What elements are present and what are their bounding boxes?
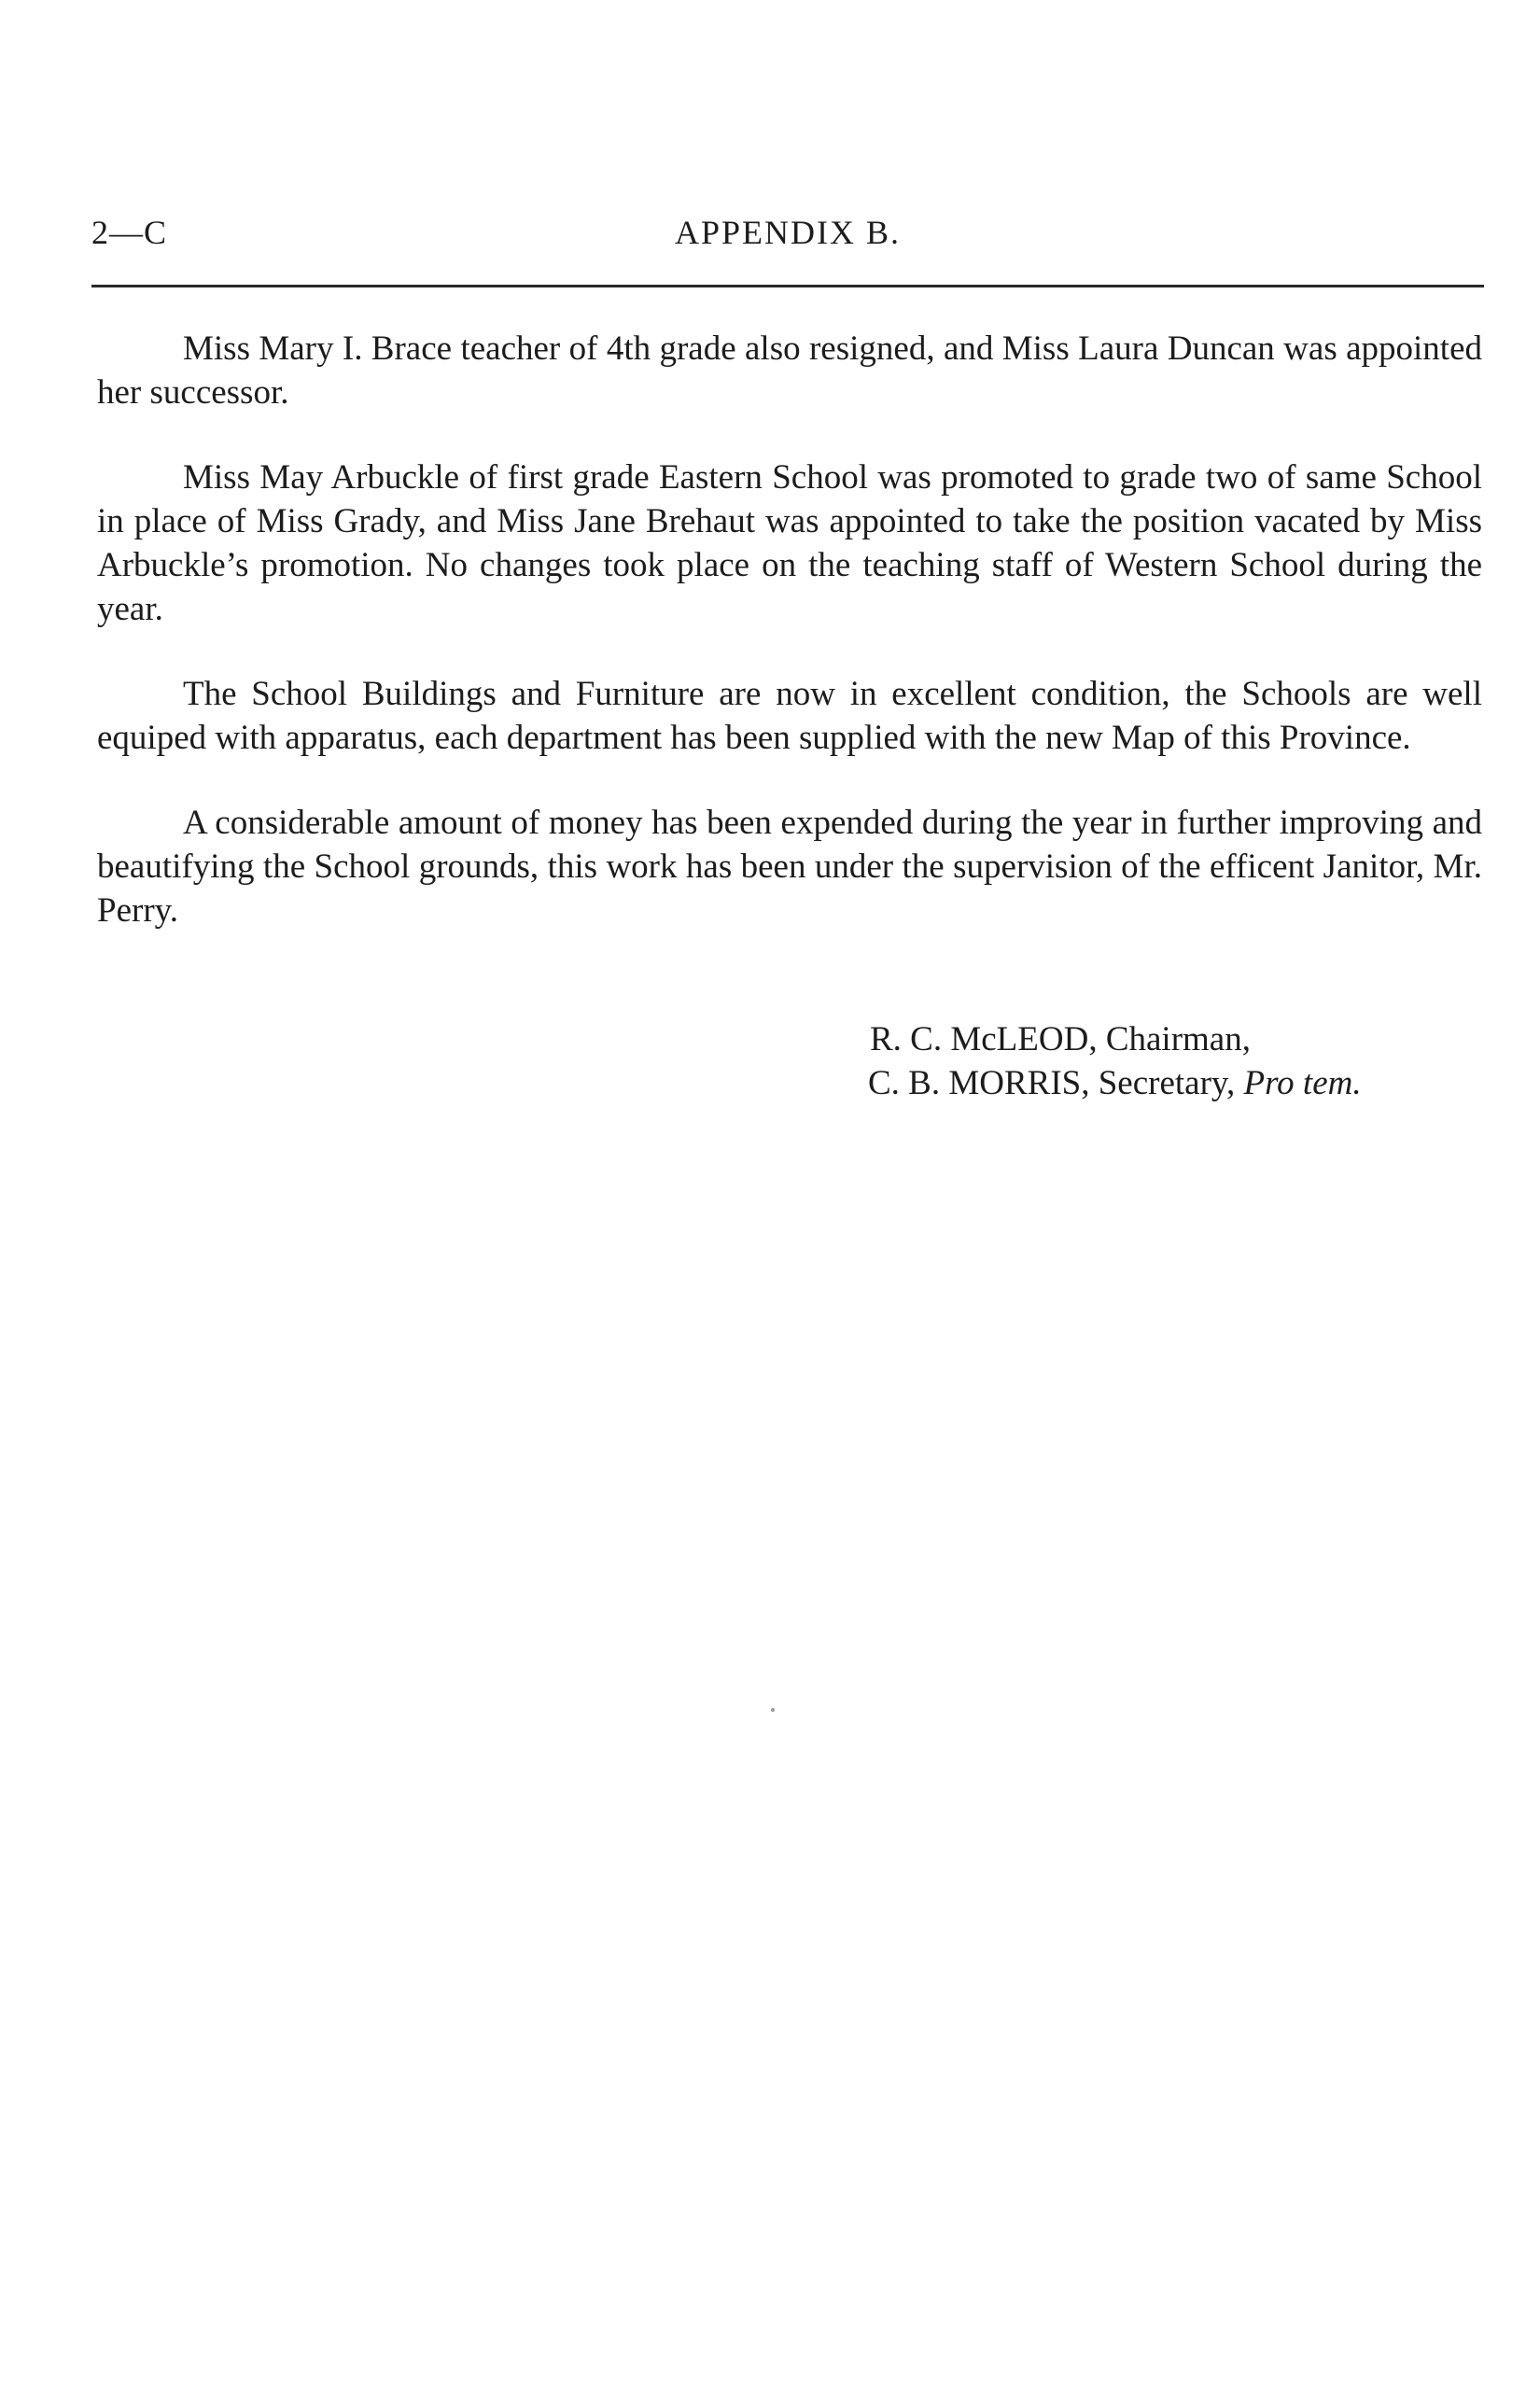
scan-speck	[771, 1708, 775, 1712]
signature-pro-tem: Pro tem.	[1243, 1064, 1362, 1102]
paragraph-resignation: Miss Mary I. Brace teacher of 4th grade also resigned, and Miss Laura Duncan was appointed her successor.	[97, 329, 1482, 412]
signature-secretary	[868, 1061, 1362, 1105]
header-rule	[91, 285, 1484, 287]
body-text	[97, 327, 1482, 974]
paragraph-buildings: The School Buildings and Furniture are now in excellent condition, the Schools are well equiped with apparatus, each department has been supplied with the new Map of this Province.	[97, 675, 1482, 757]
running-head: APPENDIX B.	[674, 214, 902, 251]
signature-secretary-name: C. B. MORRIS, Secretary,	[868, 1064, 1244, 1102]
paragraph-promotion: Miss May Arbuckle of first grade Eastern School was promoted to grade two of same School in place of Miss Grady, and Miss Jane Brehaut was appointed to take the position vacated by Miss Arbuckle’s promotion. No changes took place on the teaching staff of Western School during the year.	[97, 458, 1482, 628]
signature-chairman: R. C. McLEOD, Chairman,	[870, 1020, 1251, 1058]
page-header	[91, 213, 1484, 259]
paragraph-grounds: A considerable amount of money has been expended during the year in further improving and beautifying the School grounds, this work has been under the supervision of the efficent Janitor, Mr. Perry.	[97, 804, 1482, 930]
page-number: 2—C	[91, 214, 168, 251]
signature-block	[868, 1017, 1362, 1105]
